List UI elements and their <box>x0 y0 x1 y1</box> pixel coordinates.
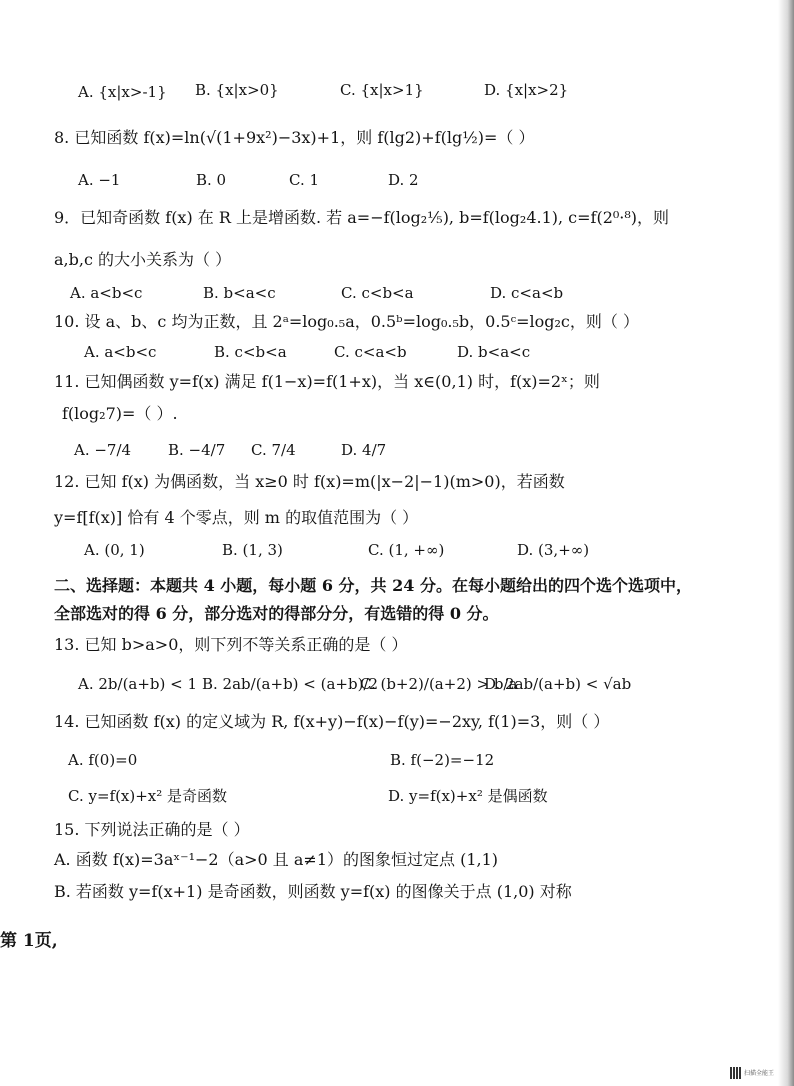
q14-option-c: C. y=f(x)+x² 是奇函数 <box>68 787 228 805</box>
q10-option-c: C. c<a<b <box>334 343 407 361</box>
question-9-cont: a,b,c 的大小关系为（ ） <box>54 250 232 269</box>
q9-option-c: C. c<b<a <box>341 284 414 302</box>
q8-option-a: A. −1 <box>78 171 121 189</box>
q14-option-b: B. f(−2)=−12 <box>390 751 495 769</box>
q12-option-a: A. (0, 1) <box>84 541 145 559</box>
q10-option-b: B. c<b<a <box>214 343 287 361</box>
question-13: 13. 已知 b>a>0，则下列不等关系正确的是（ ） <box>54 635 408 654</box>
q13-option-a: A. 2b/(a+b) < 1 <box>78 675 198 693</box>
q11-option-b: B. −4/7 <box>168 441 226 459</box>
q8-option-d: D. 2 <box>388 171 419 189</box>
q14-option-a: A. f(0)=0 <box>68 751 138 769</box>
q8-option-c: C. 1 <box>289 171 320 189</box>
q8-option-b: B. 0 <box>196 171 227 189</box>
q12-option-b: B. (1, 3) <box>222 541 283 559</box>
q11-option-a: A. −7/4 <box>74 441 132 459</box>
question-10: 10. 设 a、b、c 均为正数，且 2ᵃ=log₀.₅a，0.5ᵇ=log₀.₅b，0.5ᶜ=log₂c，则（ ） <box>54 312 639 331</box>
q7-option-a: A. {x|x>-1} <box>78 83 167 101</box>
question-15: 15. 下列说法正确的是（ ） <box>54 820 250 839</box>
q10-option-d: D. b<a<c <box>457 343 531 361</box>
q9-option-b: B. b<a<c <box>203 284 276 302</box>
q15-option-b: B. 若函数 y=f(x+1) 是奇函数，则函数 y=f(x) 的图像关于点 (1,0) 对称 <box>54 882 572 901</box>
section-2-instructions: 全部选对的得 6 分，部分选对的得部分分，有选错的得 0 分。 <box>54 604 499 623</box>
q7-option-d: D. {x|x>2} <box>484 81 569 99</box>
page-edge-shadow <box>778 0 794 1086</box>
q13-option-c: C. (b+2)/(a+2) > b/a <box>360 675 518 693</box>
question-9: 9．已知奇函数 f(x) 在 R 上是增函数. 若 a=−f(log₂⅕), b=f(log₂4.1), c=f(2⁰·⁸)，则 <box>54 208 670 227</box>
question-14: 14. 已知函数 f(x) 的定义域为 R, f(x+y)−f(x)−f(y)=−2xy, f(1)=3，则（ ） <box>54 712 610 731</box>
q12-option-d: D. (3,+∞) <box>517 541 590 559</box>
q10-option-a: A. a<b<c <box>84 343 157 361</box>
section-2-heading: 二、选择题：本题共 4 小题，每小题 6 分，共 24 分。在每小题给出的四个选个选项中， <box>54 576 692 595</box>
q15-option-a: A. 函数 f(x)=3aˣ⁻¹−2（a>0 且 a≠1）的图象恒过定点 (1,1) <box>54 850 499 869</box>
question-12: 12. 已知 f(x) 为偶函数，当 x≥0 时 f(x)=m(|x−2|−1)(m>0)，若函数 <box>54 472 565 491</box>
q9-option-a: A. a<b<c <box>70 284 143 302</box>
question-11-cont: f(log₂7)=（ ）. <box>62 404 178 423</box>
q13-option-b: B. 2ab/(a+b) < (a+b)/2 <box>202 675 379 693</box>
q9-option-d: D. c<a<b <box>490 284 564 302</box>
scanner-watermark: 扫描全能王 <box>744 1070 775 1077</box>
q11-option-c: C. 7/4 <box>251 441 296 459</box>
q12-option-c: C. (1, +∞) <box>368 541 445 559</box>
q14-option-d: D. y=f(x)+x² 是偶函数 <box>388 787 548 805</box>
question-11: 11. 已知偶函数 y=f(x) 满足 f(1−x)=f(1+x)，当 x∈(0,1) 时，f(x)=2ˣ；则 <box>54 372 600 391</box>
qr-code-icon <box>730 1067 742 1079</box>
question-8: 8. 已知函数 f(x)=ln(√(1+9x²)−3x)+1，则 f(lg2)+f(lg½)=（ ） <box>54 128 535 147</box>
q7-option-c: C. {x|x>1} <box>340 81 424 99</box>
page-number-footer: 第 1页, <box>0 931 58 951</box>
q13-option-d: D. 2ab/(a+b) < √ab <box>484 675 632 693</box>
q7-option-b: B. {x|x>0} <box>195 81 279 99</box>
question-12-cont: y=f[f(x)] 恰有 4 个零点，则 m 的取值范围为（ ） <box>54 508 419 527</box>
q11-option-d: D. 4/7 <box>341 441 387 459</box>
